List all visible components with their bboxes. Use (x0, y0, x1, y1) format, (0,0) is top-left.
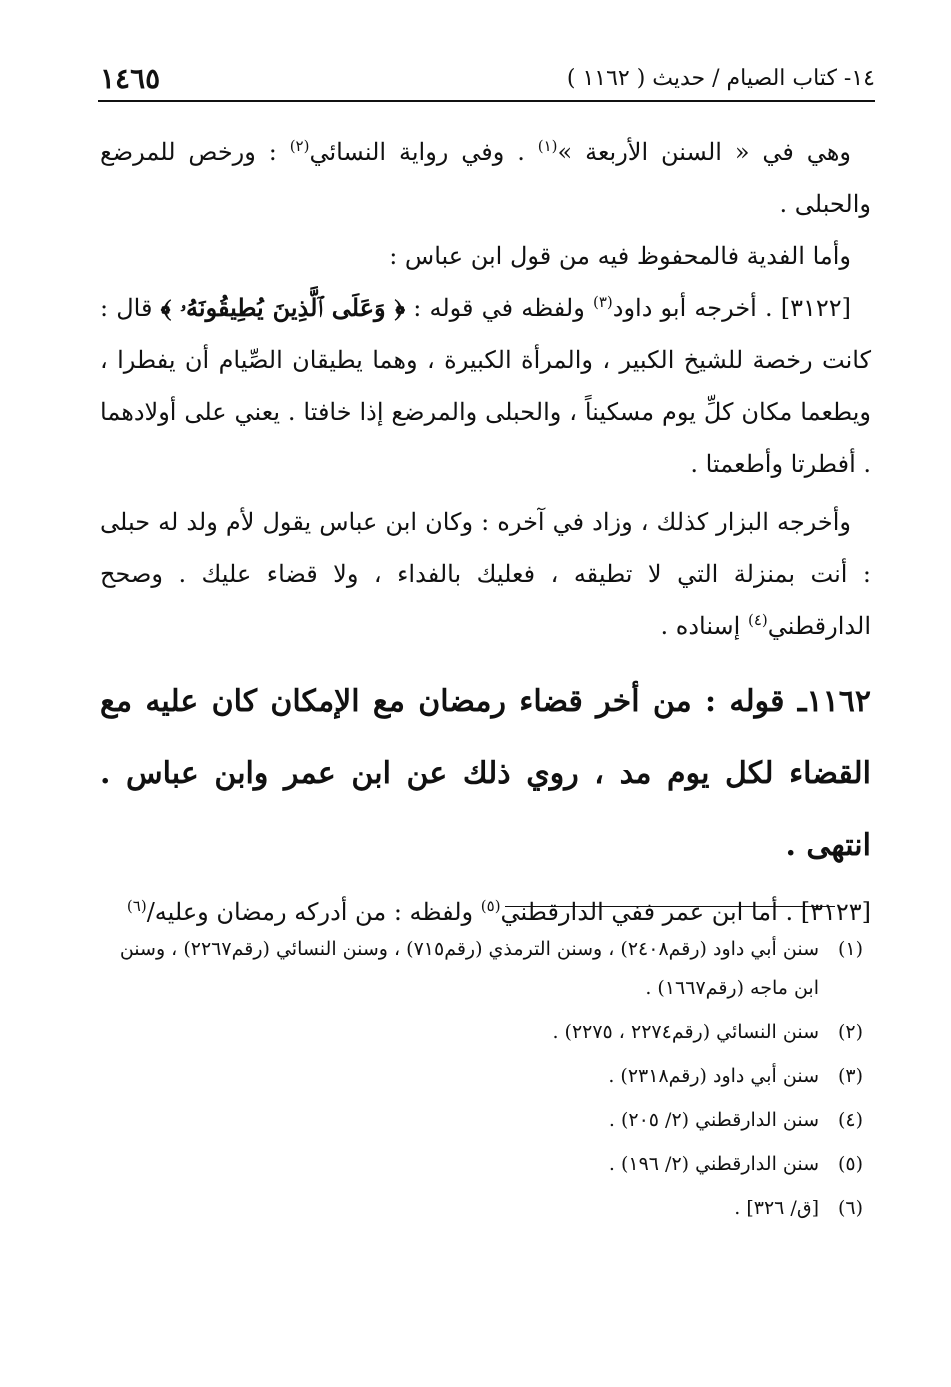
footnote-text: [ق/ ٣٢٦] . (734, 1197, 819, 1219)
main-text (100, 126, 871, 938)
p1-text-b: . وفي رواية النسائي (309, 138, 538, 166)
paragraph-2: وأما الفدية فالمحفوظ فيه من قول ابن عباس : (389, 242, 851, 270)
footnote-item (100, 1101, 863, 1140)
footnote-text: سنن النسائي (رقم٢٢٧٤ ، ٢٢٧٥) . (552, 1021, 819, 1043)
p1-text-c: : ورخص للمرضع والحبلى . (100, 138, 871, 218)
footnote-ref-4: (٤) (747, 611, 768, 629)
p1-text-a: وهي في « السنن الأربعة » (557, 138, 852, 166)
footnotes (100, 930, 863, 1233)
p3-text-b: ولفظه في قوله : (405, 294, 593, 322)
p4-text-b: إسناده . (660, 612, 748, 640)
footnote-item (100, 930, 863, 1008)
footnote-ref-1: (١) (537, 137, 558, 155)
footnote-text: سنن أبي داود (رقم٢٤٠٨) ، وسنن الترمذي (رقم٧١٥) ، وسنن النسائي (رقم٢٢٦٧) ، وسنن ابن ماجه (رقم١٦٦٧) . (119, 938, 819, 999)
footnote-number: (٤) (837, 1109, 863, 1131)
paragraph-4 (100, 496, 871, 652)
footnote-ref-6: (٦) (126, 897, 147, 915)
page-number: ١٤٦٥ (100, 62, 161, 95)
footnote-text: سنن أبي داود (رقم٢٣١٨) . (608, 1065, 819, 1087)
footnote-item (100, 1057, 863, 1096)
paragraph-3 (100, 282, 871, 490)
footnote-ref-3: (٣) (592, 293, 613, 311)
p4-text-a: وأخرجه البزار كذلك ، وزاد في آخره : وكان ابن عباس يقول لأم ولد له حبلى : أنت بمنزلة التي لا تطيقه ، فعليك بالفداء ، ولا قضاء عليك . وصحح الدارقطني (100, 508, 872, 640)
footnote-text: سنن الدارقطني (٢/ ٢٠٥) . (608, 1109, 819, 1131)
footnote-text: سنن الدارقطني (٢/ ١٩٦) . (608, 1153, 819, 1175)
footnote-number: (٥) (837, 1153, 863, 1175)
footnote-number: (٣) (837, 1065, 863, 1087)
footnote-number: (١) (837, 938, 863, 960)
p3-text-a: [٣١٢٢] . أخرجه أبو داود (612, 294, 851, 322)
p5-text-a: [٣١٢٣] . أما ابن عمر ففي الدارقطني (500, 898, 871, 926)
footnote-ref-2: (٢) (289, 137, 310, 155)
footnote-number: (٢) (837, 1021, 863, 1043)
hadith-heading: ١١٦٢ـ قوله : من أخر قضاء رمضان مع الإمكان كان عليه مع القضاء لكل يوم مد ، روي ذلك عن ابن عمر وابن عباس . انتهى . (100, 684, 871, 863)
page-header (100, 58, 875, 94)
p5-text-b: ولفظه : من أدركه رمضان وعليه/ (146, 898, 481, 926)
footnote-item (100, 1189, 863, 1228)
footnote-rule (505, 906, 835, 907)
header-rule (98, 100, 875, 102)
p3-text-c: قال : كانت رخصة للشيخ الكبير ، والمرأة الكبيرة ، وهما يطيقان الصِّيام أن يفطرا ، ويطعما مكان كلِّ يوم مسكيناً ، والحبلى والمرضع إذا خافتا . يعني على أولادهما . أفطرتا وأطعمتا . (100, 294, 871, 478)
footnote-number: (٦) (837, 1197, 863, 1219)
footnote-ref-5: (٥) (480, 897, 501, 915)
paragraph-1 (100, 126, 871, 230)
running-title: ١٤- كتاب الصيام / حديث ( ١١٦٢ ) (566, 66, 875, 91)
quran-verse: ﴿ وَعَلَى ٱلَّذِينَ يُطِيقُونَهُۥ ﴾ (160, 293, 406, 322)
footnote-item (100, 1145, 863, 1184)
footnote-item (100, 1013, 863, 1052)
